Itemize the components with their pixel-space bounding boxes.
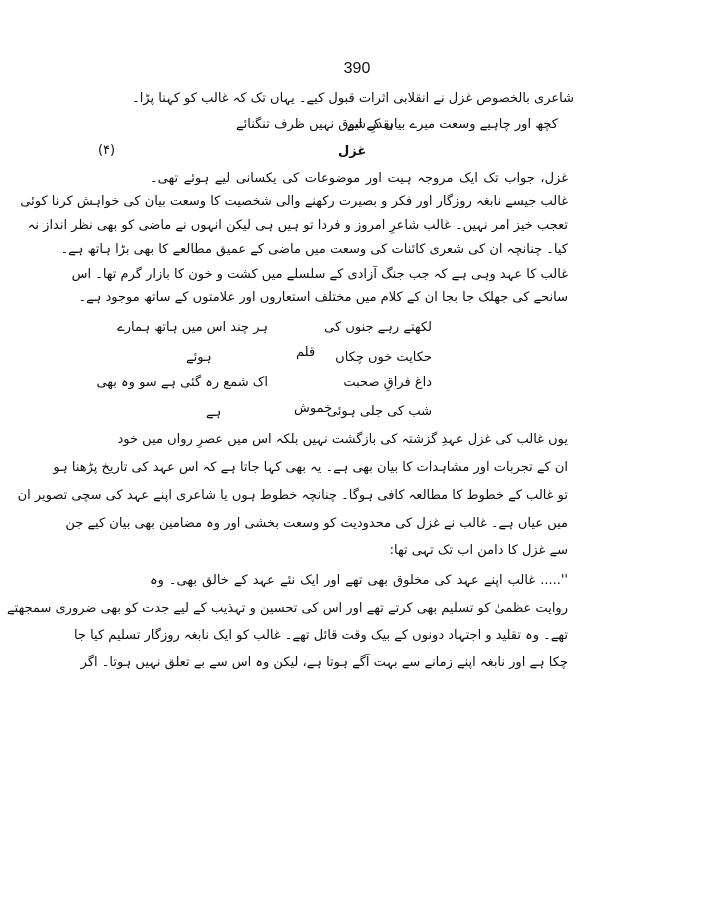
paragraph-line: غالب کا عہد وہی ہے کہ جب جنگ آزادی کے سلسلے میں کشت و خون کا بازار گرم تھا۔ اس bbox=[71, 267, 568, 282]
paragraph-line: یوں غالب کی غزل عہدِ گزشتہ کی بازگشت نہیں بلکہ اس میں عصرِ رواں میں خود bbox=[117, 432, 568, 447]
verse-right: شب کی جلی ہوئی bbox=[326, 404, 432, 419]
section-number: (۴) bbox=[98, 143, 116, 158]
quote-line: روایت عظمیٰ کو تسلیم بھی کرتے تھے اور اس کی تحسین و تہذیب کے لیے جدت کو بھی ضروری سمجھتے bbox=[7, 601, 568, 616]
paragraph-line: غالب جیسے نابغہ روزگار اور فکر و بصیرت رکھنے والی شخصیت کا وسعت بیان کی خواہش کرنا کوئی bbox=[20, 194, 568, 209]
verse-mid: خموش bbox=[294, 401, 333, 416]
paragraph-line: غزل، جواب تک ایک مروجہ ہیت اور موضوعات کی یکسانی لیے ہوئے تھی۔ bbox=[150, 171, 568, 186]
verse-right: لکھتے رہے جنوں کی bbox=[324, 320, 432, 335]
paragraph-line: سے غزل کا دامن اب تک تہی تھا: bbox=[389, 543, 568, 558]
paragraph-line: سانحے کی جھلک جا بجا ان کے کلام میں مختلف استعاروں اور علامتوں کے ساتھ موجود ہے۔ bbox=[78, 290, 568, 305]
paragraph-line: تو غالب کے خطوط کا مطالعہ کافی ہوگا۔ چنانچہ خطوط ہوں یا شاعری اپنے عہد کی سچی تصویر ان bbox=[17, 488, 568, 503]
quote-line: تھے۔ وہ تقلید و اجتہاد دونوں کے بیک وقت قائل تھے۔ غالب کو ایک نابغہ روزگار تسلیم کیا جا bbox=[73, 628, 568, 643]
couplet-second-hemistich: بقدرِ شوق نہیں ظرف تنگنائے bbox=[236, 117, 394, 132]
quote-line: چکا ہے اور نابغہ اپنے زمانے سے بہت آگے ہوتا ہے، لیکن وہ اس سے بے تعلق نہیں ہوتا۔ اگر bbox=[80, 655, 568, 670]
verse-left: ہوئے bbox=[186, 350, 212, 365]
paragraph-line: ان کے تجربات اور مشاہدات کا بیان بھی ہے۔ یہ بھی کہا جاتا ہے کہ اس عہد کی تاریخ پڑھنا ہو bbox=[53, 460, 568, 475]
verse-mid: قلم bbox=[296, 345, 316, 360]
section-title: غزل bbox=[338, 144, 367, 159]
paragraph-line: تعجب خیز امر نہیں۔ غالب شاعرِ امروز و فردا تو ہیں ہی لیکن انہوں نے ماضی کو بھی نظر انداز نہ bbox=[27, 218, 568, 233]
verse-left: ہر چند اس میں ہاتھ ہمارے bbox=[117, 320, 268, 335]
paragraph-line: میں عیاں ہے۔ غالب نے غزل کی محدودیت کو وسعت بخشی اور وہ مضامین بھی بیان کیے جن bbox=[65, 516, 568, 531]
verse-left: اک شمع رہ گئی ہے سو وہ بھی bbox=[96, 375, 268, 390]
verse-left: ہے bbox=[206, 405, 222, 420]
quote-line: ''..... غالب اپنے عہد کی مخلوق بھی تھے اور ایک نئے عہد کے خالق بھی۔ وہ bbox=[150, 573, 568, 588]
intro-line: شاعری بالخصوص غزل نے انقلابی اثرات قبول کیے۔ یہاں تک کہ غالب کو کہنا پڑا۔ bbox=[132, 91, 574, 106]
paragraph-line: کیا۔ چنانچہ ان کی شعری کائنات کی وسعت میں ماضی کے عمیق مطالعے کا بھی بڑا ہاتھ ہے۔ bbox=[60, 242, 568, 257]
couplet-first-hemistich: کچھ اور چاہیے وسعت میرے بیاں کے لیے bbox=[346, 117, 558, 132]
verse-right: داغ فراقِ صحبت bbox=[343, 375, 432, 390]
page-number: 390 bbox=[343, 60, 371, 77]
verse-right: حکایت خوں چکاں bbox=[335, 350, 432, 365]
